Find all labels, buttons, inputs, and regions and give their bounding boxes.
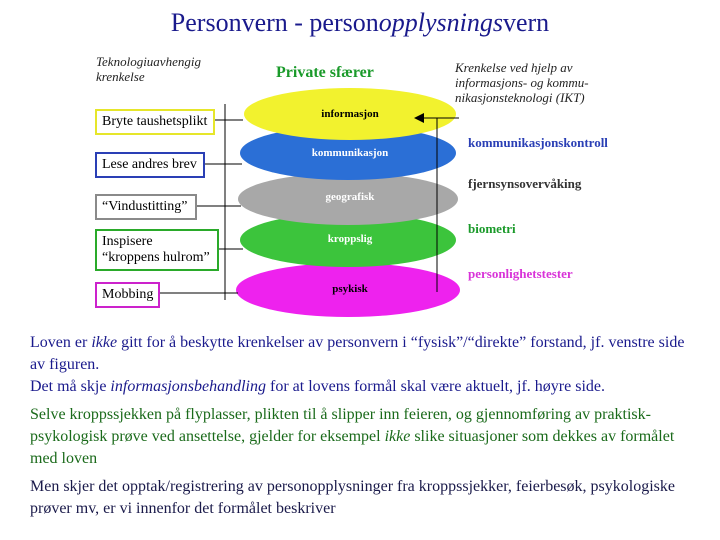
paragraph-3: Selve kroppssjekken på flyplasser, plikten til å slipper inn feieren, og gjennomføring av praktisk-psykologisk prøve ved ansettelse, gjelder for eksempel ikke slike situasjoner som dekkes av formålet med loven: [30, 406, 675, 467]
sphere-label-kommunikasjon: kommunikasjon: [311, 147, 389, 159]
paragraph-4: Men skjer det opptak/registrering av personopplysninger fra kroppssjekker, feierbesøk, psykologiske prøver mv, er vi innenfor det formålet beskriver: [30, 478, 675, 517]
left-box-vindustitting: “Vindustitting”: [95, 194, 197, 220]
sphere-label-kroppslig: kroppslig: [327, 233, 373, 245]
sphere-label-geografisk: geografisk: [325, 191, 375, 203]
center-header: Private sfærer: [276, 64, 374, 81]
left-box-inspisere: Inspisere “kroppens hulrom”: [95, 229, 219, 271]
paragraph-2: Det må skje informasjonsbehandling for at lovens formål skal være aktuelt, jf. høyre side.: [30, 378, 605, 395]
right-label-personlighetstester: personlighetstester: [468, 266, 573, 281]
sphere-label-informasjon: informasjon: [321, 108, 379, 120]
left-header: Teknologiuavhengig krenkelse: [96, 54, 201, 84]
left-box-taushetsplikt: Bryte taushetsplikt: [95, 109, 215, 135]
page-title: Personvern - personopplysningsvern: [170, 8, 550, 37]
sphere-label-psykisk: psykisk: [332, 283, 368, 295]
right-label-fjernsynsovervaking: fjernsynsovervåking: [468, 176, 582, 191]
right-header: Krenkelse ved hjelp av informasjons- og kommu- nikasjonsteknologi (IKT): [455, 60, 589, 105]
right-label-kommunikasjonskontroll: kommunikasjonskontroll: [468, 135, 608, 150]
left-box-mobbing: Mobbing: [95, 282, 160, 308]
paragraph-1: Loven er ikke gitt for å beskytte krenkelser av personvern i “fysisk”/“direkte” forstand, jf. venstre side av figuren.: [30, 334, 685, 373]
right-label-biometri: biometri: [468, 221, 516, 236]
left-box-brev: Lese andres brev: [95, 152, 205, 178]
